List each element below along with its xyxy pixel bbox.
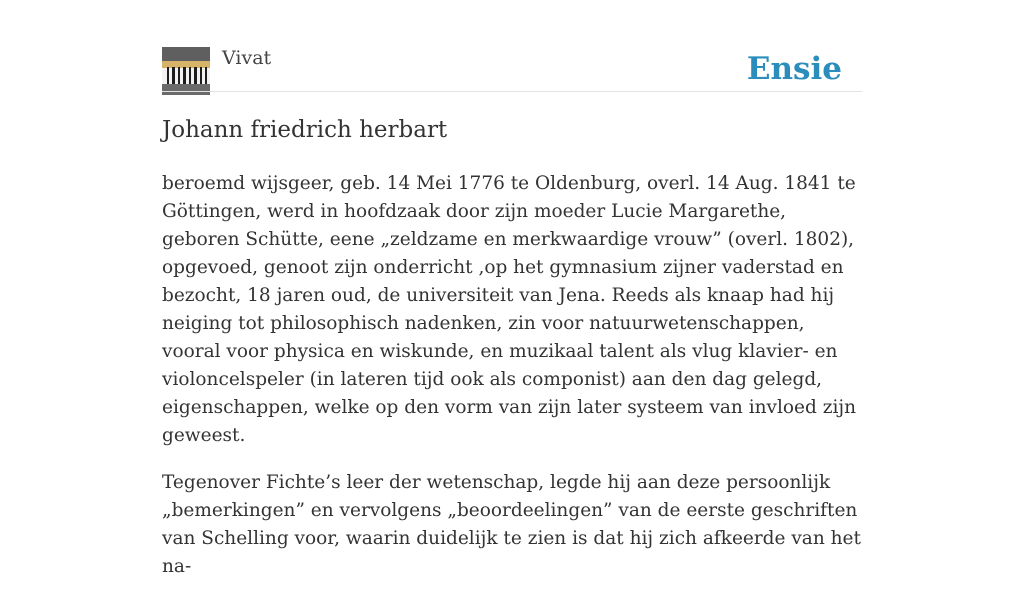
- article-paragraph-2: Tegenover Fichte’s leer der wetenschap, legde hij aan deze persoonlijk „bemerkingen” en vervolgens „beoordeelingen” van de eerste geschriften van Schelling voor, waarin duidelijk te zien is dat hij zich afkeerde van het na-: [162, 472, 861, 577]
- author-avatar[interactable]: [162, 47, 210, 95]
- article-title: Johann friedrich herbart: [162, 117, 448, 143]
- header-divider: [162, 91, 862, 92]
- article-page: [162, 0, 862, 577]
- article-paragraph-1: beroemd wijsgeer, geb. 14 Mei 1776 te Oldenburg, overl. 14 Aug. 1841 te Göttingen, werd in hoofdzaak door zijn moeder Lucie Margarethe, geboren Schütte, eene „zeldzame en merkwaardige vrouw” (overl. 1802), opgevoed, genoot zijn onderricht ,op het gymnasium zijner vaderstad en bezocht, 18 jaren oud, de universiteit van Jena. Reeds als knaap had hij neiging tot philosophisch nadenken, zin voor natuurwetenschappen, vooral voor physica en wiskunde, en muzikaal talent als vlug klavier- en violoncelspeler (in lateren tijd ook als componist) aan den dag gelegd, eigenschappen, welke op den vorm van zijn later systeem van invloed zijn geweest.: [162, 173, 857, 446]
- site-logo[interactable]: Ensie: [746, 51, 842, 87]
- bookshelf-avatar-image: [162, 47, 210, 95]
- site-header: [162, 0, 862, 92]
- article-body: [162, 170, 862, 600]
- author-name-link[interactable]: Vivat: [222, 47, 272, 69]
